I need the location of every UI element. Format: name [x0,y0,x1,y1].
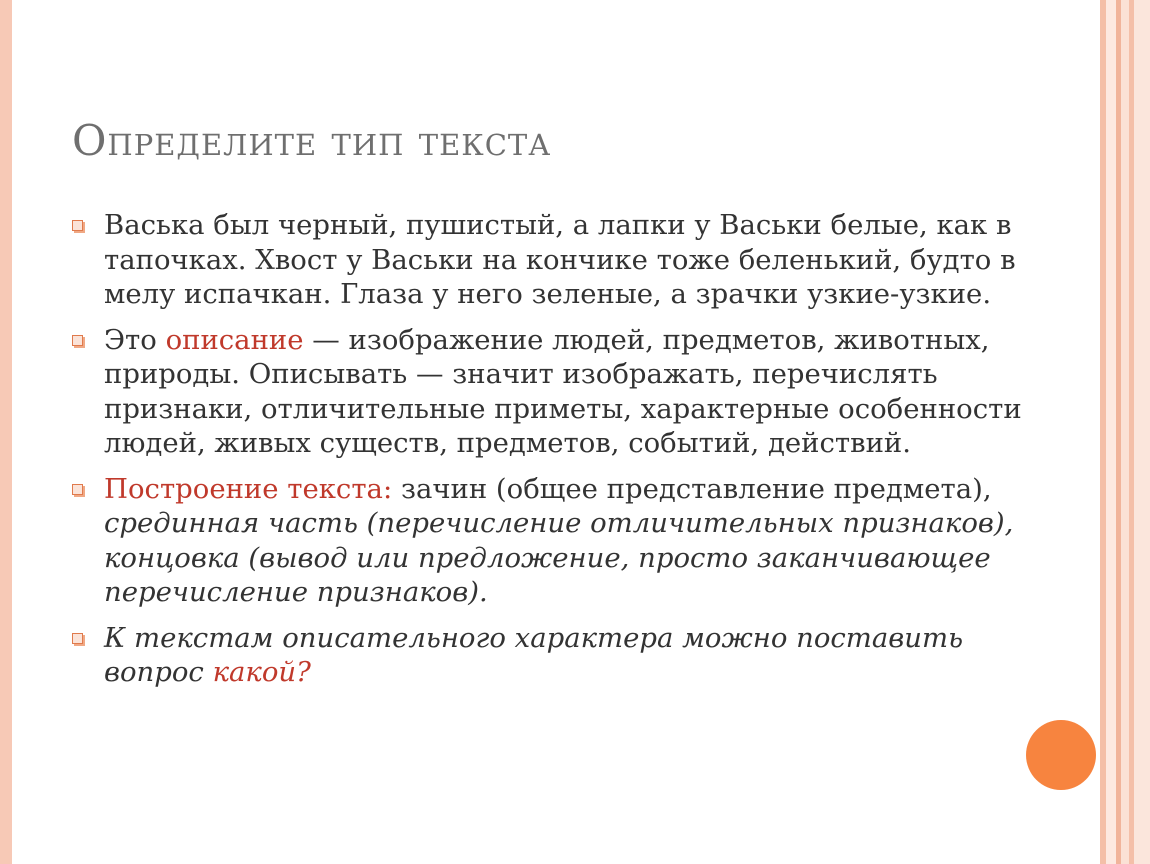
square-bullet-icon [72,220,83,231]
example-text: Васька был черный, пушистый, а лапки у Васьки белые, как в тапочках. Хвост у Васьки на кончике тоже беленький, будто в мелу испачкан. Глаза у него зеленые, а зрачки узкие-узкие. [104,209,1016,310]
term-highlight: описание [165,323,304,356]
question-text: К текстам описательного характера можно поставить вопрос [104,621,964,688]
definition-prefix: Это [104,323,166,356]
decorative-orange-circle [1026,720,1096,790]
question-word: какой? [212,656,311,688]
list-item-definition [70,323,1030,461]
right-frame-stripe [1106,0,1116,864]
square-bullet-icon [72,335,83,346]
right-frame-stripe [1134,0,1150,864]
right-frame-stripe [1121,0,1129,864]
bullet-list [70,208,1030,701]
square-bullet-icon [72,484,83,495]
square-bullet-icon [72,633,83,644]
left-frame-border [0,0,12,864]
definition-text: — изображение людей, предметов, животных, природы. Описывать — значит изображать, перечислять признаки, отличительные приметы, характерные особенности людей, живых существ, предметов, событий, действий. [104,323,1022,459]
list-item-structure [70,472,1030,610]
structure-heading: Построение текста: [104,472,393,505]
slide-title: Определите тип текста [72,116,552,165]
list-item-question [70,621,1030,690]
structure-details: срединная часть (перечисление отличительных признаков), концовка (вывод или предложение, просто заканчивающее перечисление признаков). [104,507,1014,608]
structure-intro: зачин (общее представление предмета), [392,472,992,505]
list-item-example-text [70,208,1030,312]
